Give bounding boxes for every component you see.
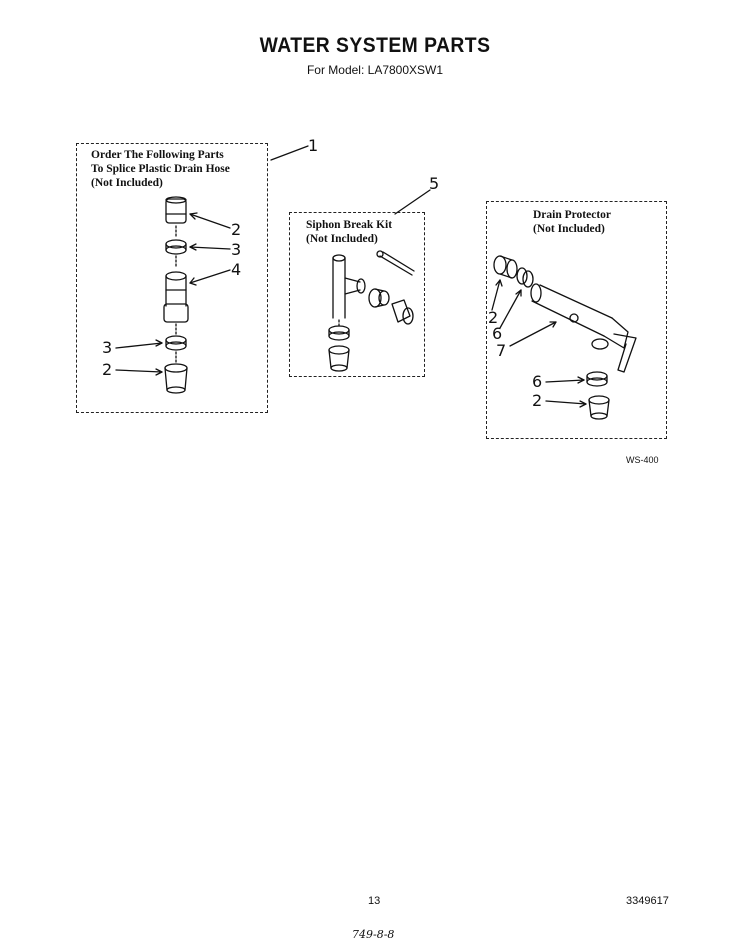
drain-leader-6-top	[500, 290, 521, 328]
splice-callout-3-bottom: 3	[102, 338, 113, 357]
drain-leader-7	[510, 322, 556, 346]
drain-protector-body-part	[531, 284, 636, 372]
page-number: 13	[368, 895, 381, 907]
splice-leader-3-top	[190, 247, 230, 249]
splice-leader-3-bottom	[116, 343, 162, 348]
splice-leader-2-bottom	[116, 370, 162, 372]
drain-leader-6-bottom	[546, 380, 584, 382]
splice-leader-4	[190, 270, 230, 283]
drain-label-line-1: Drain Protector	[533, 209, 612, 221]
splice-label-line-2: To Splice Plastic Drain Hose	[91, 163, 230, 175]
siphon-tee-part	[333, 255, 365, 318]
connector-top-part	[166, 197, 186, 223]
siphon-pin-part	[377, 251, 414, 275]
splice-callout-3-top: 3	[231, 240, 242, 259]
drain-callout-6-top: 6	[492, 324, 503, 343]
clamp-ring-top-part	[166, 240, 186, 254]
splice-callout-2-top: 2	[231, 220, 242, 239]
drain-connector-bottom-part	[589, 396, 609, 419]
siphon-coupling-part	[392, 300, 413, 324]
siphon-label-line-1: Siphon Break Kit	[306, 219, 393, 231]
clamp-ring-bottom-part	[166, 336, 186, 350]
drain-ring-bottom-part	[587, 372, 607, 386]
siphon-connector-part	[329, 346, 349, 371]
drain-callout-2-bottom: 2	[532, 391, 543, 410]
drain-callout-7: 7	[496, 341, 507, 360]
drain-label-line-2: (Not Included)	[533, 223, 605, 235]
leader-1	[271, 146, 308, 160]
callout-5: 5	[429, 174, 440, 193]
connector-bottom-part	[165, 364, 187, 393]
drain-callout-6-bottom: 6	[532, 372, 543, 391]
part-number: 3349617	[626, 895, 669, 907]
callout-1: 1	[308, 136, 319, 155]
siphon-ring-part	[369, 289, 389, 307]
drain-ring-top-part	[517, 268, 533, 287]
coupling-tube-part	[164, 272, 188, 322]
splice-callout-2-bottom: 2	[102, 360, 113, 379]
drain-callout-2-top: 2	[488, 308, 499, 327]
leader-5	[395, 190, 430, 214]
page-title: WATER SYSTEM PARTS	[259, 34, 491, 57]
splice-callout-4: 4	[231, 260, 242, 279]
splice-leader-2-top	[190, 214, 230, 228]
splice-label-line-1: Order The Following Parts	[91, 149, 224, 161]
siphon-clamp-part	[329, 326, 349, 340]
splice-label-line-3: (Not Included)	[91, 177, 163, 189]
drain-connector-top-part	[494, 256, 517, 278]
handwritten-note: 749-8-8	[352, 928, 395, 941]
diagram-code: WS-400	[626, 455, 659, 465]
model-subtitle: For Model: LA7800XSW1	[306, 63, 444, 77]
siphon-label-line-2: (Not Included)	[306, 233, 378, 245]
